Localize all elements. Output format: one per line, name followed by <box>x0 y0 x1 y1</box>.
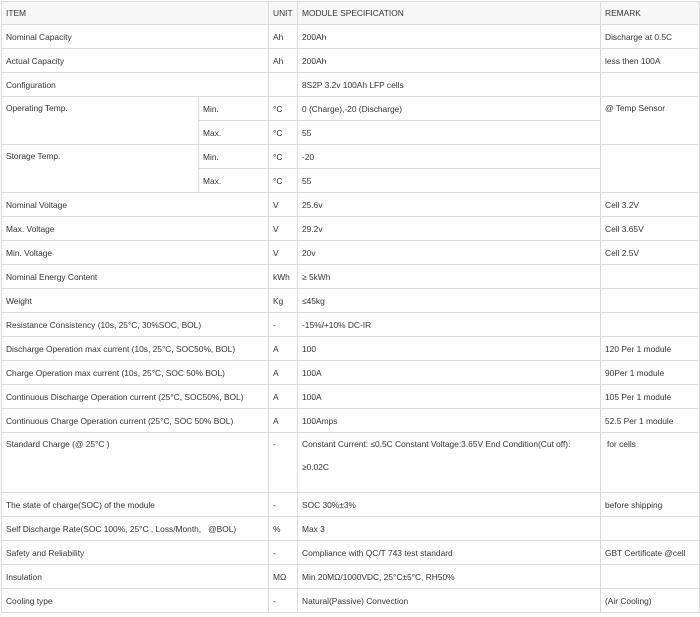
row-spec: 29.2v <box>298 217 601 241</box>
spec-line: Constant Current: ≤0.5C Constant Voltage:3.65V End Condition(Cut off): <box>302 439 571 449</box>
table-row <box>2 217 700 241</box>
table-row <box>2 97 700 121</box>
row-remark <box>601 73 700 97</box>
row-spec: Max 3 <box>298 517 601 541</box>
row-remark: 90Per 1 module <box>601 361 700 385</box>
row-remark: less then 100A <box>601 49 700 73</box>
row-spec <box>298 433 601 493</box>
row-spec: -15%/+10% DC-IR <box>298 313 601 337</box>
row-item: Nominal Voltage <box>2 193 269 217</box>
spec-line: ≥0.02C <box>302 462 329 472</box>
row-spec: Min 20MΩ/1000VDC, 25°C±5°C, RH50% <box>298 565 601 589</box>
row-item: Cooling type <box>2 589 269 613</box>
row-remark <box>601 289 700 313</box>
row-unit: - <box>269 541 298 565</box>
row-spec: 100 <box>298 337 601 361</box>
row-spec: Compliance with QC/T 743 test standard <box>298 541 601 565</box>
row-item: Continuous Discharge Operation current (25°C, SOC50%, BOL) <box>2 385 269 409</box>
row-spec: 20v <box>298 241 601 265</box>
row-remark: Cell 3.65V <box>601 217 700 241</box>
table-row <box>2 265 700 289</box>
row-item: Standard Charge (@ 25°C ) <box>2 433 269 493</box>
row-item: Operating Temp. <box>2 97 199 145</box>
row-unit: Kg <box>269 289 298 313</box>
table-row <box>2 517 700 541</box>
row-remark: @ Temp Sensor <box>601 97 700 145</box>
row-remark <box>601 145 700 193</box>
row-spec: SOC 30%±3% <box>298 493 601 517</box>
row-remark: Cell 2.5V <box>601 241 700 265</box>
header-unit: UNIT <box>269 2 298 25</box>
row-unit: °C <box>269 97 298 121</box>
row-item: Actual Capacity <box>2 49 269 73</box>
row-spec: 200Ah <box>298 25 601 49</box>
table-row <box>2 589 700 613</box>
row-unit: Ah <box>269 25 298 49</box>
row-spec: ≥ 5kWh <box>298 265 601 289</box>
row-item: Continuous Charge Operation current (25°C, SOC 50% BOL) <box>2 409 269 433</box>
row-item: Safety and Reliability <box>2 541 269 565</box>
row-sublabel: Min. <box>199 145 269 169</box>
row-item: The state of charge(SOC) of the module <box>2 493 269 517</box>
header-remark: REMARK <box>601 2 700 25</box>
row-remark: 120 Per 1 module <box>601 337 700 361</box>
row-remark <box>601 313 700 337</box>
row-unit: kWh <box>269 265 298 289</box>
table-row <box>2 361 700 385</box>
row-spec: Natural(Passive) Convection <box>298 589 601 613</box>
header-spec: MODULE SPECIFICATION <box>298 2 601 25</box>
row-sublabel: Max. <box>199 121 269 145</box>
table-row <box>2 337 700 361</box>
row-item: Max. Voltage <box>2 217 269 241</box>
row-item: Weight <box>2 289 269 313</box>
row-remark: Cell 3.2V <box>601 193 700 217</box>
table-row <box>2 73 700 97</box>
table-row <box>2 493 700 517</box>
row-item: Storage Temp. <box>2 145 199 193</box>
row-spec: 100A <box>298 361 601 385</box>
row-spec: 25.6v <box>298 193 601 217</box>
row-unit: - <box>269 313 298 337</box>
row-unit: A <box>269 361 298 385</box>
row-remark: 105 Per 1 module <box>601 385 700 409</box>
row-unit: MΩ <box>269 565 298 589</box>
row-sublabel: Min. <box>199 97 269 121</box>
table-row <box>2 541 700 565</box>
row-item: Configuration <box>2 73 269 97</box>
table-row <box>2 49 700 73</box>
row-remark: 52.5 Per 1 module <box>601 409 700 433</box>
table-row <box>2 241 700 265</box>
row-unit: V <box>269 241 298 265</box>
row-spec: 0 (Charge),-20 (Discharge) <box>298 97 601 121</box>
row-unit: A <box>269 337 298 361</box>
row-spec: 200Ah <box>298 49 601 73</box>
row-spec: -20 <box>298 145 601 169</box>
row-spec: ≤45kg <box>298 289 601 313</box>
table-header-row <box>2 2 700 25</box>
row-unit: % <box>269 517 298 541</box>
row-unit <box>269 73 298 97</box>
row-item: Min. Voltage <box>2 241 269 265</box>
table-row <box>2 145 700 169</box>
row-unit: A <box>269 409 298 433</box>
row-remark: Discharge at 0.5C <box>601 25 700 49</box>
row-item: Nominal Capacity <box>2 25 269 49</box>
row-remark: GBT Certificate @cell <box>601 541 700 565</box>
table-row <box>2 433 700 493</box>
row-unit: Ah <box>269 49 298 73</box>
row-remark: (Air Cooling) <box>601 589 700 613</box>
row-item: Resistance Consistency (10s, 25°C, 30%SOC, BOL) <box>2 313 269 337</box>
row-spec: 100A <box>298 385 601 409</box>
table-row <box>2 409 700 433</box>
row-unit: - <box>269 433 298 493</box>
row-unit: - <box>269 589 298 613</box>
row-unit: A <box>269 385 298 409</box>
table-row <box>2 385 700 409</box>
row-unit: V <box>269 217 298 241</box>
table-row <box>2 313 700 337</box>
row-unit: V <box>269 193 298 217</box>
row-remark: for cells <box>601 433 700 493</box>
row-item: Charge Operation max current (10s, 25°C, SOC 50% BOL) <box>2 361 269 385</box>
row-spec: 8S2P 3.2v 100Ah LFP cells <box>298 73 601 97</box>
header-item: ITEM <box>2 2 269 25</box>
table-row <box>2 25 700 49</box>
table-row <box>2 193 700 217</box>
row-item: Discharge Operation max current (10s, 25°C, SOC50%, BOL) <box>2 337 269 361</box>
spec-table <box>1 1 700 613</box>
row-unit: - <box>269 493 298 517</box>
row-spec: 55 <box>298 169 601 193</box>
row-sublabel: Max. <box>199 169 269 193</box>
row-spec: 55 <box>298 121 601 145</box>
table-row <box>2 565 700 589</box>
row-remark <box>601 517 700 541</box>
row-unit: °C <box>269 145 298 169</box>
row-item: Self Discharge Rate(SOC 100%, 25°C , Loss/Month, @BOL) <box>2 517 269 541</box>
table-row <box>2 289 700 313</box>
row-item: Insulation <box>2 565 269 589</box>
row-unit: °C <box>269 121 298 145</box>
row-unit: °C <box>269 169 298 193</box>
row-spec: 100Amps <box>298 409 601 433</box>
row-remark <box>601 565 700 589</box>
row-remark: before shipping <box>601 493 700 517</box>
row-item: Nominal Energy Content <box>2 265 269 289</box>
row-remark <box>601 265 700 289</box>
